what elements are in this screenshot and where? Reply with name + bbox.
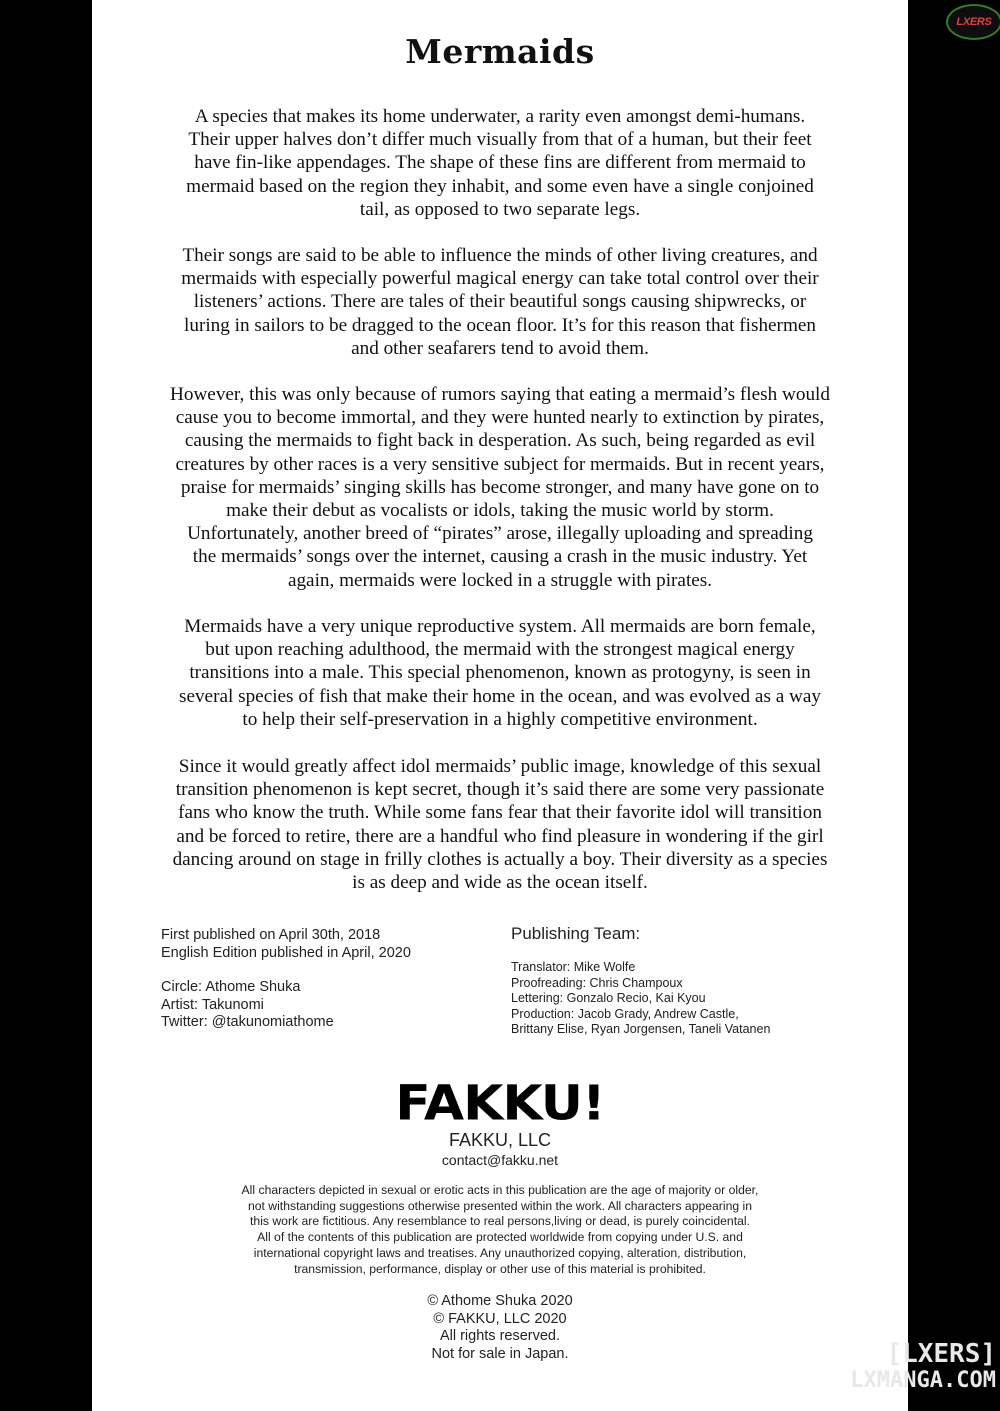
- copyright-line: Not for sale in Japan.: [431, 1345, 569, 1362]
- contact-email: contact@fakku.net: [441, 1152, 559, 1168]
- publication-info: [161, 927, 411, 1032]
- company-name: FAKKU, LLC: [448, 1130, 552, 1150]
- english-edition: English Edition published in April, 2020: [161, 944, 411, 961]
- watermark-badge: LXERS: [946, 4, 1000, 40]
- fakku-logo: FAKKU!: [395, 1076, 605, 1132]
- copyright-line: © Athome Shuka 2020: [427, 1293, 573, 1309]
- team-member: Production: Jacob Grady, Andrew Castle,: [511, 1006, 739, 1021]
- publishing-team: [511, 924, 770, 1038]
- twitter-credit: Twitter: @takunomiathome: [161, 1014, 334, 1030]
- team-member: Brittany Elise, Ryan Jorgensen, Taneli Vatanen: [511, 1022, 771, 1036]
- disclaimer-line: transmission, performance, display or other use of this material is prohibited.: [294, 1261, 706, 1276]
- copyright-line: All rights reserved.: [439, 1328, 561, 1345]
- team-list: [511, 960, 770, 1038]
- watermark-text: [LXERS] LXMANGA.COM: [850, 1339, 996, 1393]
- legal-disclaimer: [210, 1183, 790, 1277]
- paragraph-4: Mermaids have a very unique reproductive system. All mermaids are born female, but upon reaching adulthood, the mermaid with the strongest magical energy transitions into a male. This special phenomenon, known as protogyny, is seen in several species of fish that make their home in the ocean, and was evolved as a way to help their self-preservation in a highly competitive environment.: [178, 616, 821, 730]
- disclaimer-line: All of the contents of this publication are protected worldwide from copying under U.S. and: [257, 1230, 743, 1245]
- publishing-team-heading: Publishing Team:: [511, 924, 641, 943]
- disclaimer-line: this work are fictitious. Any resemblance to real persons,living or dead, is purely coincidental.: [250, 1214, 750, 1229]
- paragraph-3: However, this was only because of rumors saying that eating a mermaid’s flesh would cause you to become immortal, and they were hunted nearly to extinction by pirates, causing the mermaids to fight back in desperation. As such, being regarded as evil creatures by other races is a very sensitive subject for mermaids. But in recent years, praise for mermaids’ singing skills has become stronger, and many have gone on to make their debut as vocalists or idols, taking the music world by storm. Unfortunately, another breed of “pirates” arose, illegally uploading and spreading the mermaids’ songs over the internet, causing a crash in the music industry. Yet again, mermaids were locked in a struggle with pirates.: [170, 384, 830, 591]
- disclaimer-line: international copyright laws and treatises. Any unauthorized copying, alteration, distribution,: [253, 1245, 747, 1260]
- team-member: Lettering: Gonzalo Recio, Kai Kyou: [511, 991, 706, 1005]
- paragraph-1: A species that makes its home underwater, a rarity even amongst demi-humans. Their upper halves don’t differ much visually from that of a human, but their feet have fin-like appendages. The shape of these fins are different from mermaid to mermaid based on the region they inhabit, and some even have a single conjoined tail, as opposed to two separate legs.: [186, 106, 814, 220]
- copyright-block: [92, 1293, 908, 1363]
- artist-credit: Artist: Takunomi: [161, 996, 264, 1013]
- first-published: First published on April 30th, 2018: [161, 927, 381, 943]
- document-page: [92, 0, 908, 1411]
- paragraph-2: Their songs are said to be able to influence the minds of other living creatures, and mermaids with especially powerful magical energy can take total control over their listeners’ actions. There are tales of their beautiful songs causing shipwrecks, or luring in sailors to be dragged to the ocean floor. It’s for this reason that fishermen and other seafarers tend to avoid them.: [181, 245, 819, 359]
- team-member: Proofreading: Chris Champoux: [511, 975, 683, 990]
- team-member: Translator: Mike Wolfe: [511, 960, 636, 974]
- disclaimer-line: All characters depicted in sexual or erotic acts in this publication are the age of majority or older,: [241, 1183, 759, 1197]
- circle-credit: Circle: Athome Shuka: [161, 979, 301, 995]
- page-title: Mermaids: [405, 32, 595, 71]
- disclaimer-line: not withstanding suggestions otherwise presented within the work. All characters appearing in: [247, 1198, 753, 1213]
- copyright-line: © FAKKU, LLC 2020: [433, 1310, 567, 1327]
- paragraph-5: Since it would greatly affect idol mermaids’ public image, knowledge of this sexual transition phenomenon is kept secret, though it’s said there are some very passionate fans who know the truth. While some fans fear that their favorite idol will transition and be forced to retire, there are a handful who find pleasure in wondering if the girl dancing around on stage in frilly clothes is actually a boy. Their diversity as a species is as deep and wide as the ocean itself.: [172, 756, 828, 894]
